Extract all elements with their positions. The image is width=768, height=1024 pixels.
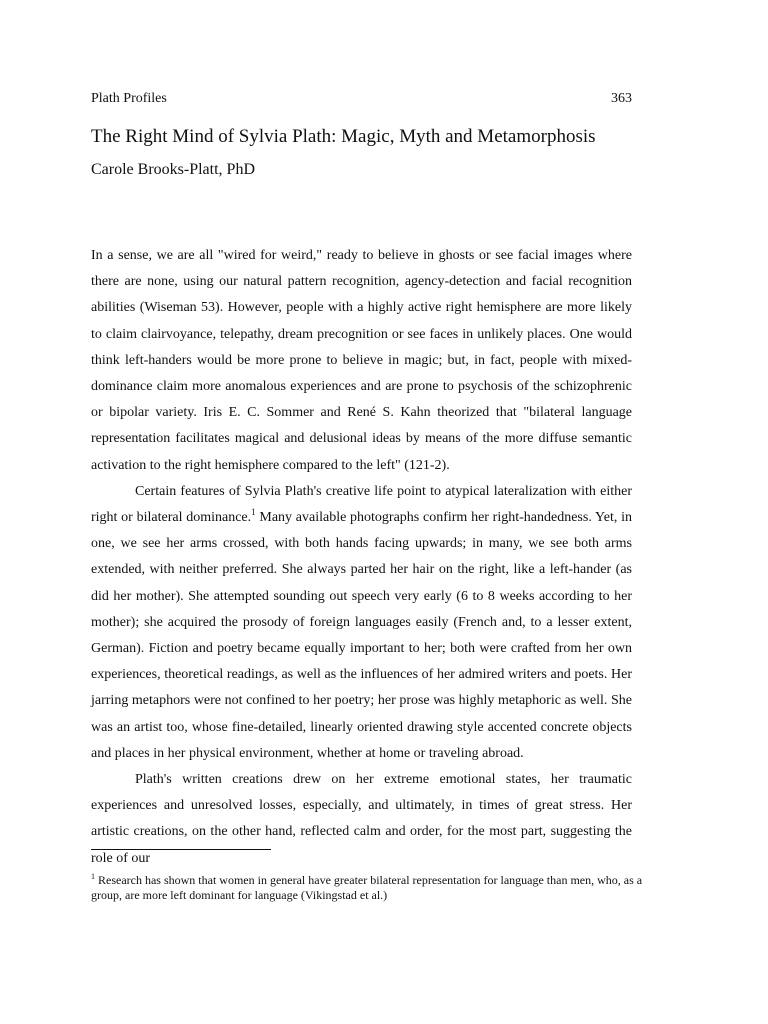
footnote-text: Research has shown that women in general have greater bilateral representation for language than men, who, as a group, are more left dominant for language (Vikingstad et al.): [91, 873, 643, 902]
footnote-1: [91, 873, 671, 903]
page-number: 363: [611, 91, 632, 106]
document-page: [91, 0, 691, 1024]
paragraph-2-text-a: Certain features of Sylvia Plath's creative life point to atypical lateralization with either right or bilateral dominance.: [91, 483, 632, 526]
article-title: The Right Mind of Sylvia Plath: Magic, Myth and Metamorphosis: [91, 126, 596, 147]
paragraph-1: In a sense, we are all "wired for weird," ready to believe in ghosts or see facial images where there are none, using our natural pattern recognition, agency-detection and facial recognition abilities (Wiseman 53). However, people with a highly active right hemisphere are more likely to claim clairvoyance, telepathy, dream precognition or see faces in unlikely places. One would think left-handers would be more prone to believe in magic; but, in fact, people with mixed-dominance claim more anomalous experiences and are prone to psychosis of the schizophrenic or bipolar variety. Iris E. C. Sommer and René S. Kahn theorized that "bilateral language representation facilitates magical and delusional ideas by means of the more diffuse semantic activation to the right hemisphere compared to the left" (121-2).: [91, 248, 632, 473]
footnote-divider: [91, 849, 271, 850]
paragraph-3: Plath's written creations drew on her extreme emotional states, her traumatic experiences and unresolved losses, especially, and ultimately, in times of great stress. Her artistic creations, on the other hand, reflected calm and order, for the most part, suggesting the role of our: [91, 772, 632, 866]
footnote-reference[interactable]: 1: [251, 507, 256, 518]
article-author: Carole Brooks-Platt, PhD: [91, 161, 255, 178]
journal-name: Plath Profiles: [91, 91, 167, 106]
paragraph-2-text-b: Many available photographs confirm her right-handedness. Yet, in one, we see her arms crossed, with both hands facing upwards; in many, we see both arms extended, with neither preferred. She always parted her hair on the right, like a left-hander (as did her mother). She attempted sounding out speech very early (6 to 8 weeks according to her mother); she acquired the prosody of foreign languages easily (French and, to a lesser extent, German). Fiction and poetry became equally important to her; both were crafted from her own experiences, theoretical readings, as well as the influences of her admired writers and poets. Her jarring metaphors were not confined to her poetry; her prose was highly metaphoric as well. She was an artist too, whose fine-detailed, linearly oriented drawing style accented concrete objects and places in her physical environment, whether at home or traveling abroad.: [91, 510, 632, 761]
article-body: [91, 243, 632, 872]
paragraph-2: [91, 479, 632, 767]
footnote-marker: 1: [91, 872, 95, 881]
